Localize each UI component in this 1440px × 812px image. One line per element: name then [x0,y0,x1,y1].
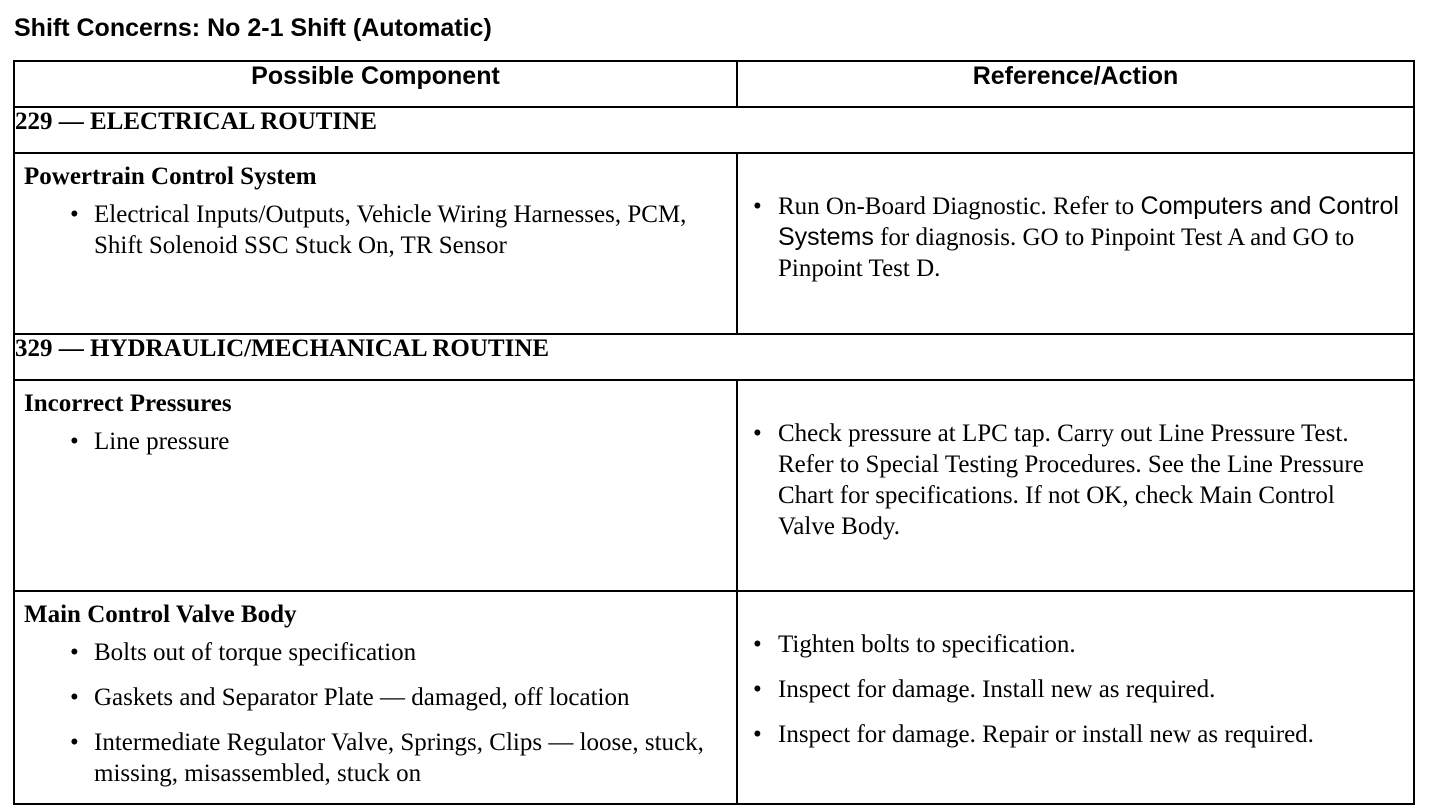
action-cell [737,153,1414,334]
action-text: Inspect for damage. Install new as required. [778,676,1216,703]
diagnosis-table [13,60,1415,805]
component-text: Bolts out of torque specification [94,639,417,666]
action-cell [737,380,1414,591]
group-title: Powertrain Control System [24,163,317,190]
action-text: Inspect for damage. Repair or install new as required. [778,721,1314,748]
action-text: for diagnosis. GO to Pinpoint Test A and GO to Pinpoint Test D. [778,224,1355,282]
component-cell [14,591,737,804]
bullet-icon: • [753,420,762,447]
component-cell [14,380,737,591]
column-header-action: Reference/Action [737,61,1414,107]
bullet-icon: • [70,201,79,228]
list-item [15,199,736,261]
routine-heading: 229 — ELECTRICAL ROUTINE [14,107,1414,153]
bullet-icon: • [753,193,762,220]
component-cell [14,153,737,334]
table-row [14,380,1414,591]
reference-text: Computers and Control Systems [778,192,1399,251]
component-text: Intermediate Regulator Valve, Springs, Clips — loose, stuck, missing, misassembled, stuck on [94,729,704,787]
bullet-icon: • [70,428,79,455]
action-list [738,191,1413,284]
routine-row [14,334,1414,380]
list-item [738,418,1368,542]
component-text: Electrical Inputs/Outputs, Vehicle Wiring Harnesses, PCM, Shift Solenoid SSC Stuck On, TR Sensor [94,201,687,259]
action-text: Run On-Board Diagnostic. Refer to [778,193,1141,220]
bullet-icon: • [753,631,762,658]
bullet-icon: • [753,721,762,748]
component-text: Gaskets and Separator Plate — damaged, off location [94,684,630,711]
list-item [15,682,736,713]
list-item [738,674,1413,705]
action-cell [737,591,1414,804]
bullet-icon: • [70,729,79,756]
component-text: Line pressure [94,428,230,455]
bullet-icon: • [70,684,79,711]
list-item [15,426,736,457]
column-header-component: Possible Component [14,61,737,107]
routine-heading: 329 — HYDRAULIC/MECHANICAL ROUTINE [14,334,1414,380]
component-list [15,637,736,789]
component-list [15,199,736,261]
list-item [15,637,736,668]
bullet-icon: • [70,639,79,666]
group-title: Main Control Valve Body [24,601,297,628]
routine-row [14,107,1414,153]
list-item [738,629,1413,660]
page-title: Shift Concerns: No 2-1 Shift (Automatic) [14,14,492,42]
list-item [738,719,1413,750]
table-row [14,591,1414,804]
action-list [738,629,1413,750]
group-title: Incorrect Pressures [24,390,232,417]
list-item [738,191,1413,284]
list-item [15,727,736,789]
bullet-icon: • [753,676,762,703]
component-list [15,426,736,457]
table-header-row [14,61,1414,107]
action-list [738,418,1413,542]
action-text: Check pressure at LPC tap. Carry out Line Pressure Test. Refer to Special Testing Procedures. See the Line Pressure Chart for specifications. If not OK, check Main Control Valve Body. [778,420,1364,540]
table-row [14,153,1414,334]
action-text: Tighten bolts to specification. [778,631,1076,658]
